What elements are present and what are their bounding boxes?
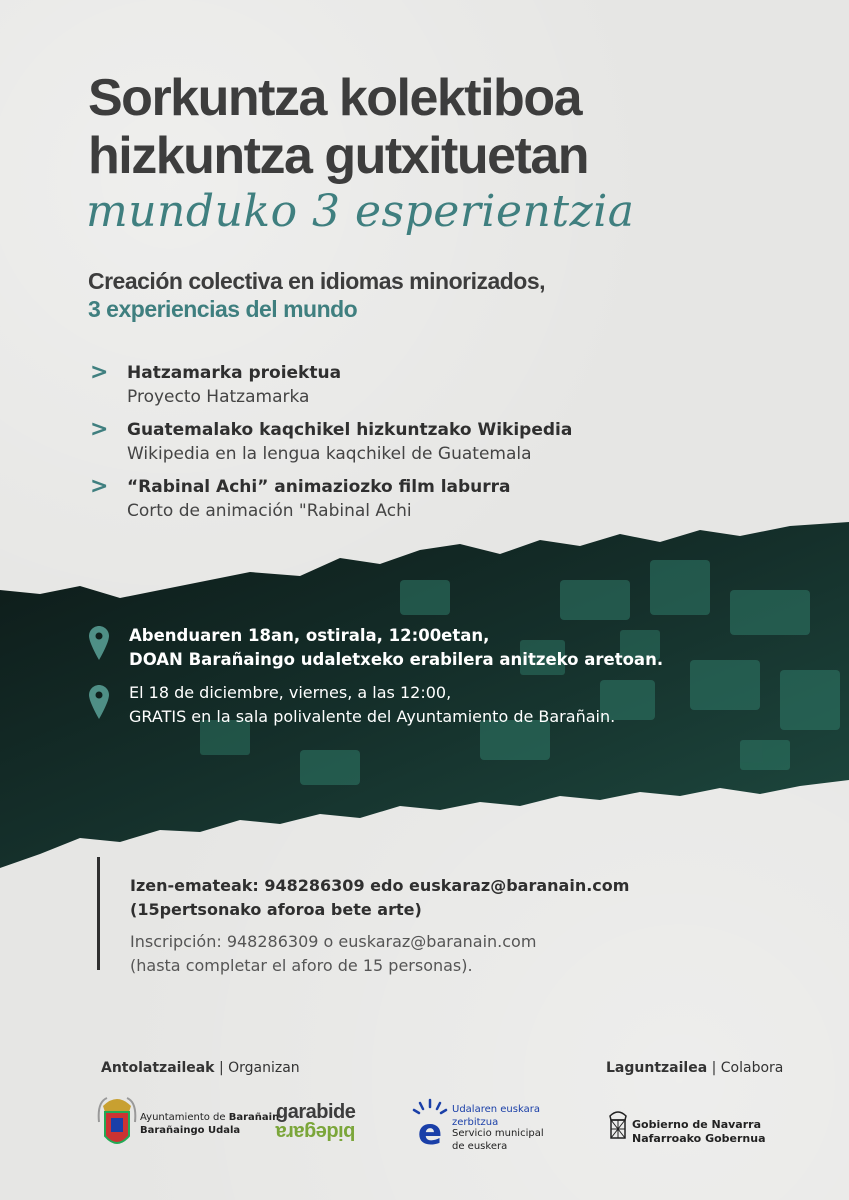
item-title: Hatzamarka proiektua	[127, 363, 342, 383]
navarra-coat-of-arms-icon	[607, 1108, 629, 1144]
event-es-line-1: El 18 de diciembre, viernes, a las 12:00,	[129, 683, 452, 702]
euskara-service-logo-icon	[412, 1098, 448, 1148]
svg-text:e: e	[417, 1112, 443, 1148]
registration-divider	[97, 857, 100, 970]
organizers-label: Antolatzaileak | Organizan	[101, 1060, 300, 1076]
chevron-right-icon: >	[90, 417, 109, 442]
registration-eu-line-2: (15pertsonako aforoa bete arte)	[130, 900, 422, 919]
baranain-coat-of-arms-icon	[97, 1092, 137, 1154]
item-subtitle: Wikipedia en la lengua kaqchikel de Guatemala	[127, 444, 532, 464]
registration-es-line-1: Inscripción: 948286309 o euskaraz@baranain.com	[130, 932, 537, 951]
registration-es-line-2: (hasta completar el aforo de 15 personas).	[130, 956, 473, 975]
map-pin-icon	[89, 626, 109, 660]
euskara-service-es-text: Servicio municipal de euskera	[452, 1128, 544, 1152]
euskara-service-eu-text: Udalaren euskara zerbitzua	[452, 1104, 540, 1128]
event-eu-line-1: Abenduaren 18an, ostirala, 12:00etan,	[129, 626, 490, 645]
subtitle-line-2: 3 experiencias del mundo	[88, 296, 358, 322]
item-subtitle: Corto de animación "Rabinal Achi	[127, 501, 412, 521]
title-line-1: Sorkuntza kolektiboa	[88, 69, 581, 127]
item-subtitle: Proyecto Hatzamarka	[127, 387, 310, 407]
chevron-right-icon: >	[90, 474, 109, 499]
navarra-logo-text: Gobierno de Navarra Nafarroako Gobernua	[632, 1118, 766, 1145]
map-pin-icon	[89, 685, 109, 719]
subtitle-line-1: Creación colectiva en idiomas minorizados,	[88, 268, 546, 294]
chevron-right-icon: >	[90, 360, 109, 385]
event-es-line-2: GRATIS en la sala polivalente del Ayuntamiento de Barañain.	[129, 707, 616, 726]
garabide-logo: garabide bidegara	[276, 1101, 356, 1143]
title-line-2: hizkuntza gutxituetan	[88, 127, 589, 185]
item-title: “Rabinal Achi” animaziozko film laburra	[127, 477, 511, 497]
item-title: Guatemalako kaqchikel hizkuntzako Wikipedia	[127, 420, 573, 440]
title-script: munduko 3 esperientzia	[86, 186, 635, 237]
event-eu-line-2: DOAN Barañaingo udaletxeko erabilera anitzeko aretoan.	[129, 650, 664, 669]
ayuntamiento-logo-text: Ayuntamiento de Barañain Barañaingo Udala	[140, 1112, 280, 1136]
collaborator-label: Laguntzailea | Colabora	[606, 1060, 784, 1076]
registration-eu-line-1: Izen-emateak: 948286309 edo euskaraz@baranain.com	[130, 876, 630, 895]
